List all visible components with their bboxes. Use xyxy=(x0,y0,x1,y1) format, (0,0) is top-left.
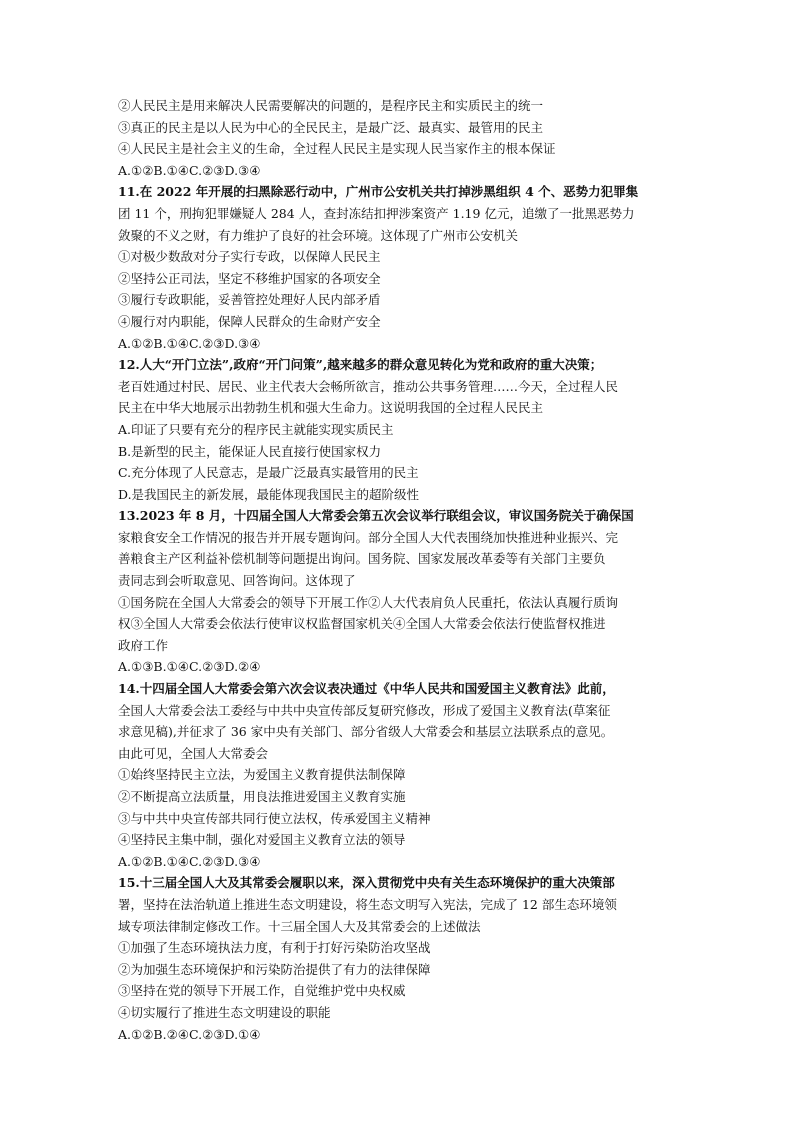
question-stem-line: 13.2023 年 8 月，十四届全国人大常委会第五次会议举行联组会议，审议国务院关于确保国 xyxy=(118,508,634,524)
text-line: A.①②B.①④C.②③D.③④ xyxy=(118,853,261,869)
text-line: 老百姓通过村民、居民、业主代表大会畅所欲言，推动公共事务管理……今天，全过程人民 xyxy=(118,378,619,394)
question-stem-line: 14.十四届全国人大常委会第六次会议表决通过《中华人民共和国爱国主义教育法》此前， xyxy=(118,681,615,697)
text-line: A.印证了只要有充分的程序民主就能实现实质民主 xyxy=(118,421,394,437)
text-line: 民主在中华大地展示出勃勃生机和强大生命力。这说明我国的全过程人民民主 xyxy=(118,400,544,416)
text-line: 全国人大常委会法工委经与中共中央宣传部反复研究修改，形成了爱国主义教育法(草案征 xyxy=(118,702,611,718)
text-line: ②不断提高立法质量，用良法推进爱国主义教育实施 xyxy=(118,789,406,804)
text-line: A.①②B.①④C.②③D.③④ xyxy=(118,335,261,351)
text-line: D.是我国民主的新发展，最能体现我国民主的超阶级性 xyxy=(118,486,420,502)
text-line: ②人民民主是用来解决人民需要解决的问题的，是程序民主和实质民主的统一 xyxy=(118,98,544,113)
text-line: ④切实履行了推进生态文明建设的职能 xyxy=(118,1004,331,1020)
text-line: A.①③B.①④C.②③D.②④ xyxy=(118,659,261,675)
text-line: ④坚持民主集中制，强化对爱国主义教育立法的领导 xyxy=(118,832,406,848)
question-stem-line: 11.在 2022 年开展的扫黑除恶行动中，广州市公安机关共打掉涉黑组织 4 个、恶势力犯罪集 xyxy=(118,184,639,200)
exam-page xyxy=(118,95,683,1045)
text-line: ④履行对内职能，保障人民群众的生命财产安全 xyxy=(118,313,381,329)
text-line: ③履行专政职能，妥善管控处理好人民内部矛盾 xyxy=(118,292,381,308)
text-line: 责同志到会听取意见、回答询问。这体现了 xyxy=(118,573,356,589)
text-line: ③与中共中央宣传部共同行使立法权，传承爱国主义精神 xyxy=(118,810,431,826)
text-line: 由此可见，全国人大常委会 xyxy=(118,745,269,761)
text-line: A.①②B.①④C.②③D.③④ xyxy=(118,162,261,178)
text-line: 家粮食安全工作情况的报告并开展专题询问。部分全国人大代表围绕加快推进种业振兴、完 xyxy=(118,529,619,545)
text-line: ②坚持公正司法，坚定不移维护国家的各项安全 xyxy=(118,270,381,286)
text-line: 求意见稿),并征求了 36 家中央有关部门、部分省级人大常委会和基层立法联系点的意见。 xyxy=(118,724,614,740)
question-stem-line: 12.人大“开门立法”,政府“开门问策”,越来越多的群众意见转化为党和政府的重大决策； xyxy=(118,357,603,373)
text-line: 团 11 个，刑拘犯罪嫌疑人 284 人，查封冻结扣押涉案资产 1.19 亿元，追缴了一批黑恶势力 xyxy=(118,205,635,221)
text-line: ①国务院在全国人大常委会的领导下开展工作②人大代表肩负人民重托，依法认真履行质询 xyxy=(118,594,619,610)
text-line: ④人民民主是社会主义的生命，全过程人民民主是实现人民当家作主的根本保证 xyxy=(118,141,556,157)
text-line: B.是新型的民主，能保证人民直接行使国家权力 xyxy=(118,443,382,459)
text-line: ①加强了生态环境执法力度，有利于打好污染防治攻坚战 xyxy=(118,940,431,956)
text-line: 善粮食主产区利益补偿机制等问题提出询问。国务院、国家发展改革委等有关部门主要负 xyxy=(118,551,606,567)
text-line: 敛聚的不义之财，有力维护了良好的社会环境。这体现了广州市公安机关 xyxy=(118,227,519,243)
text-line: ①对极少数敌对分子实行专政，以保障人民民主 xyxy=(118,249,381,265)
text-line: 权③全国人大常委会依法行使审议权监督国家机关④全国人大常委会依法行使监督权推进 xyxy=(118,616,606,632)
text-line: C.充分体现了人民意志，是最广泛最真实最管用的民主 xyxy=(118,465,419,481)
question-stem-line: 15.十三届全国人大及其常委会履职以来，深入贯彻党中央有关生态环境保护的重大决策部 xyxy=(118,875,615,891)
text-line: ②为加强生态环境保护和污染防治提供了有力的法律保障 xyxy=(118,961,431,977)
text-line: 政府工作 xyxy=(118,637,169,653)
text-line: ③坚持在党的领导下开展工作，自觉维护党中央权威 xyxy=(118,983,406,999)
text-line: ③真正的民主是以人民为中心的全民民主，是最广泛、最真实、最管用的民主 xyxy=(118,119,544,135)
text-line: A.①②B.②④C.②③D.①④ xyxy=(118,1026,261,1042)
text-line: 域专项法律制定修改工作。十三届全国人大及其常委会的上述做法 xyxy=(118,918,481,934)
text-line: ①始终坚持民主立法，为爱国主义教育提供法制保障 xyxy=(118,767,406,783)
text-line: 署，坚持在法治轨道上推进生态文明建设，将生态文明写入宪法，完成了 12 部生态环境领 xyxy=(118,896,617,912)
